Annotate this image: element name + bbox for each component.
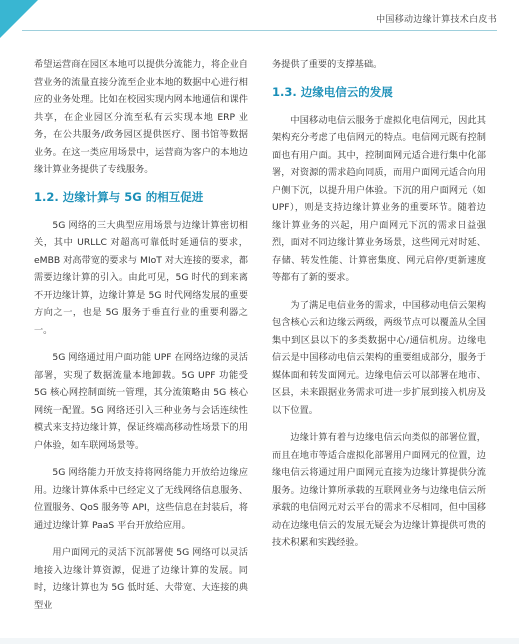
section-heading-1-2: 1.2. 边缘计算与 5G 的相互促进 [34, 189, 204, 204]
footer-bar [0, 638, 519, 644]
right-column [272, 56, 486, 562]
paragraph: 用户面网元的灵活下沉部署使 5G 网络可以灵活地接入边缘计算资源，促进了边缘计算的发展。同时，边缘计算也为 5G 低时延、大带宽、大连接的典型业 [34, 547, 248, 611]
paragraph: 为了满足电信业务的需求，中国移动电信云架构包含核心云和边缘云两级，两级节点可以覆盖从全国集中到区县以下的多类数据中心/通信机房。边缘电信云是中国移动电信云架构的重要组成部分，服务于媒体面和转发面网元。边缘电信云可以部署在地市、区县，未来跟据业务需求可进一步扩展到接入机房及以下位置。 [272, 299, 486, 416]
paragraph: 5G 网络能力开放支持将网络能力开放给边缘应用。边缘计算体系中已经定义了无线网络信息服务、位置服务、QoS 服务等 API，这些信息在封装后，将通过边缘计算 PaaS 平台开放给应用。 [34, 467, 248, 531]
paragraph: 边缘计算有着与边缘电信云向类似的部署位置，而且在地市等适合虚拟化部署用户面网元的位置，边缘电信云将通过用户面网元直接为边缘计算提供分流服务。边缘计算所承载的互联网业务与边缘电信云所承载的电信网元对云平台的需求不尽相同，但中国移动在边缘电信云的发展无疑会为边缘计算提供可贵的技术积累和实践经验。 [272, 432, 486, 548]
paragraph: 5G 网络的三大典型应用场景与边缘计算密切相关，其中 URLLC 对超高可靠低时延通信的要求，eMBB 对高带宽的要求与 MIoT 对大连接的要求，都需要边缘计算的引入。由此可见，5G 时代的到来离不开边缘计算，边缘计算是 5G 时代网络发展的重要方向之一，也是 5G 服务于垂直行业的重要利器之一。 [34, 219, 248, 336]
corner-accent [0, 0, 38, 38]
paragraph: 希望运营商在园区本地可以提供分流能力，将企业自营业务的流量直接分流至企业本地的数据中心进行相应的业务处理。比如在校园实现内网本地通信和课件共享，在企业园区分流至私有云实现本地 ERP 业务，在公共服务/政务园区提供医疗、图书馆等数据业务。在这一类应用场景中，运营商为客户的本地边缘计算业务提供了专线服务。 [34, 59, 248, 175]
paragraph: 务提供了重要的支撑基础。 [272, 59, 383, 70]
section-heading-1-3: 1.3. 边缘电信云的发展 [272, 84, 393, 99]
header-divider [22, 30, 497, 31]
paragraph: 中国移动电信云服务于虚拟化电信网元，因此其架构充分考虑了电信网元的特点。电信网元既有控制面也有用户面。其中，控制面网元适合进行集中化部署，对资源的需求趋向同质，而用户面网元适合向用户侧下沉，以提升用户体验。下沉的用户面网元（如 UPF），则是支持边缘计算业务的重要环节。随着边缘计算业务的兴起，用户面网元下沉的需求日益强烈，面对不同边缘计算业务场景，这些网元对时延、存储、转发性能、计算密集度、网元启停/更新速度等都有了新的要求。 [272, 114, 486, 283]
paragraph: 5G 网络通过用户面功能 UPF 在网络边缘的灵活部署，实现了数据流量本地卸载。5G UPF 功能受 5G 核心网控制面统一管理，其分流策略由 5G 核心网统一配置。5G 网络还引入三种业务与会话连续性模式来支持边缘计算，保证终端高移动性场景下的用户体验，如车联网场景等。 [34, 352, 248, 451]
left-column [34, 56, 248, 624]
header-title: 中国移动边缘计算技术白皮书 [376, 15, 497, 25]
